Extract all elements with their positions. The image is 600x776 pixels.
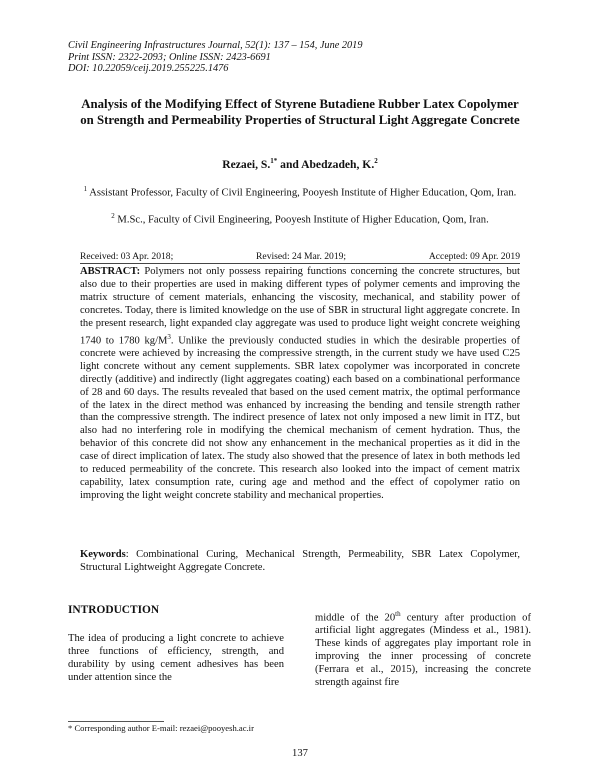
author-1: Rezaei, S. [222, 157, 271, 171]
date-accepted: Accepted: 09 Apr. 2019 [428, 251, 520, 262]
paper-title: Analysis of the Modifying Effect of Styrene Butadiene Rubber Latex Copolymer on Strength and Permeability Properties of Structural Light Aggregate Concrete [80, 97, 520, 127]
intro-right-sup: th [395, 610, 401, 618]
intro-paragraph-left: The idea of producing a light concrete to achieve three functions of efficiency, strength, and durability by using cement adhesives has been under attention since the [68, 633, 284, 683]
journal-doi: DOI: 10.22059/ceij.2019.255225.1476 [68, 63, 229, 75]
journal-header [68, 40, 362, 75]
abstract-label: ABSTRACT: [80, 266, 141, 277]
author-1-sup: 1* [270, 157, 278, 165]
keywords-text: : Combinational Curing, Mechanical Strength, Permeability, SBR Latex Copolymer, Structural Lightweight Aggregate Concrete. [80, 549, 520, 573]
abstract-sup: 3 [167, 332, 171, 341]
section-heading-introduction: INTRODUCTION [68, 604, 160, 616]
journal-issn: Print ISSN: 2322-2093; Online ISSN: 2423-6691 [68, 51, 271, 63]
abstract [80, 266, 520, 503]
affiliation-1-sup: 1 [83, 185, 88, 193]
affiliation-2-sup: 2 [111, 212, 115, 220]
left-column [68, 604, 284, 685]
corresponding-author-footnote: * Corresponding author E-mail: rezaei@pooyesh.ac.ir [68, 723, 254, 733]
keywords-label: Keywords [80, 549, 126, 560]
author-2: Abedzadeh, K. [301, 157, 375, 171]
intro-right-text-2: century after production of artificial light aggregates (Mindess et al., 1981). These kinds of aggregates play important role in improving the inner processing of concrete (Ferrara et al., 2015), increasing the concrete strength against fire [315, 612, 531, 689]
article-dates [80, 251, 520, 264]
page-number: 137 [292, 748, 308, 759]
intro-right-text-1: middle of the 20 [315, 612, 396, 624]
author-line [0, 157, 600, 171]
journal-citation: Civil Engineering Infrastructures Journal, 52(1): 137 – 154, June 2019 [68, 40, 363, 51]
affiliation-1 [80, 183, 520, 200]
affiliation-1-text: Assistant Professor, Faculty of Civil Engineering, Pooyesh Institute of Higher Education, Qom, Iran. [89, 187, 517, 199]
footnote-rule [68, 721, 164, 722]
author-2-sup: 2 [374, 157, 378, 165]
date-received: Received: 03 Apr. 2018; [80, 251, 174, 262]
author-joiner: and [277, 157, 302, 171]
date-revised: Revised: 24 Mar. 2019; [256, 251, 347, 262]
right-column [315, 608, 531, 690]
keywords [80, 549, 520, 575]
affiliation-2 [80, 210, 520, 227]
abstract-text-1: Polymers not only possess repairing functions concerning the concrete structures, but also due to their properties are used in making different types of polymer cements and improving the matrix structure of cement materials, enhancing the viscosity, mechanical, and stability power of concretes. Today, there is limited knowledge on the use of SBR in structural light aggregate concrete. In the present research, light expanded clay aggregate was used to produce light weight concrete weighing 1740 to 1780 kg/M [80, 266, 520, 347]
affiliation-2-text: M.Sc., Faculty of Civil Engineering, Pooyesh Institute of Higher Education, Qom, Iran. [117, 214, 489, 226]
abstract-text-2: . Unlike the previously conducted studies in which the desirable properties of concrete were achieved by increasing the compressive strength, in the current study we have used C25 light concrete without any cement supplements. SBR latex copolymer was incorporated in concrete directly (additive) and indirectly (light aggregates coating) each based on a combinational performance of 28 and 60 days. The results revealed that based on the used cement matrix, the optimal performance of the latex in the direct method was enhanced by increasing the bending and tensile strength rather than the compressive strength. The indirect presence of latex not only imposed a new limit in ITZ, but also had no interfering role in modifying the chemical mechanism of cement hydration. Thus, the behavior of this concrete did not show any enhancement in the mechanical properties as it did in the case of direct implication of latex. The study also showed that the presence of latex in both methods led to reduced permeability of the concrete. This research also looked into the impact of cement matrix capability, latex consumption rate, curing age and method and the effect of copolymer ratio on improving the light weight concrete stability and mechanical properties. [80, 335, 520, 501]
